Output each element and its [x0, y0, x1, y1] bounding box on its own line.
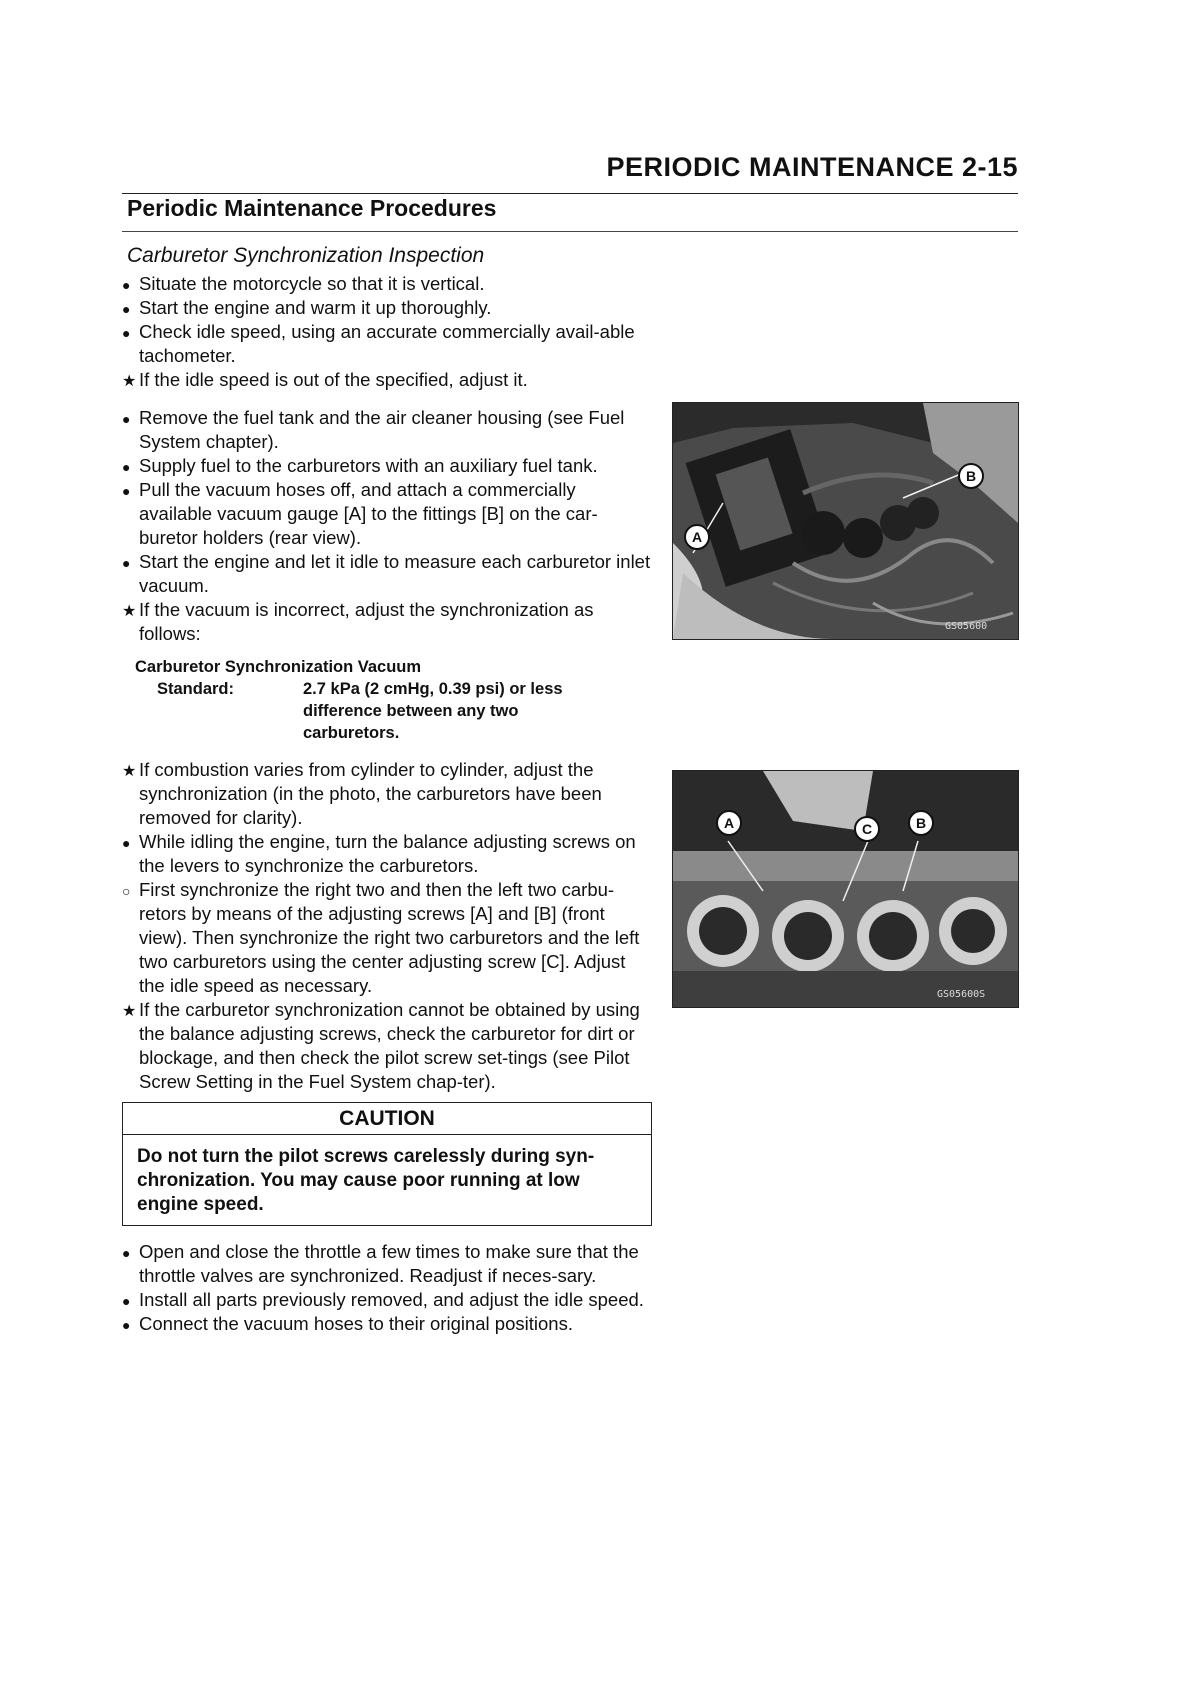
bullet-icon: [122, 454, 139, 479]
page-header: PERIODIC MAINTENANCE 2-15: [606, 152, 1018, 182]
bullet-icon: [122, 1240, 139, 1265]
carburetor-rear-view-photo: [672, 402, 1019, 640]
spec-value: 2.7 kPa (2 cmHg, 0.39 psi) or less difference between any two carburetors.: [303, 680, 563, 742]
bullet-icon: [122, 830, 139, 855]
list-item: ● Remove the fuel tank and the air cleaner housing (see Fuel System chapter).: [122, 406, 652, 454]
caution-text: Do not turn the pilot screws carelessly during syn-chronization. You may cause poor running at low engine speed.: [137, 1146, 595, 1215]
list-item: ● Pull the vacuum hoses off, and attach a commercially available vacuum gauge [A] to the fittings [B] on the car-buretor holders (rear view).: [122, 478, 652, 550]
list-item: ● Start the engine and warm it up thoroughly.: [122, 296, 652, 320]
steps-group-1: [122, 272, 652, 392]
list-item: ★ If the vacuum is incorrect, adjust the synchronization as follows:: [122, 598, 652, 646]
callout-a: A: [684, 524, 710, 550]
callout-a: A: [716, 810, 742, 836]
bullet-icon: [122, 550, 139, 575]
star-icon: [122, 368, 139, 394]
star-icon: [122, 998, 139, 1024]
left-column: [122, 244, 652, 1336]
subsection-title: Carburetor Synchronization Inspection: [127, 244, 485, 267]
spec-title: Carburetor Synchronization Vacuum: [135, 658, 422, 676]
list-item: ● Check idle speed, using an accurate commercially avail-able tachometer.: [122, 320, 652, 368]
section-title: Periodic Maintenance Procedures: [127, 195, 497, 221]
list-item: ● Situate the motorcycle so that it is vertical.: [122, 272, 652, 296]
callout-c: C: [854, 816, 880, 842]
carburetor-front-view-photo: [672, 770, 1019, 1008]
header-rule: [122, 193, 1018, 194]
list-item: ★ If the idle speed is out of the specified, adjust it.: [122, 368, 652, 392]
steps-group-3: [122, 758, 652, 1094]
spec-block: [135, 656, 652, 744]
bullet-icon: [122, 1312, 139, 1337]
list-item: ★ If the carburetor synchronization cannot be obtained by using the balance adjusting screws, check the carburetor for dirt or blockage, and then check the pilot screw set-tings (see Pilot Screw Setting in the Fuel System chap-ter).: [122, 998, 652, 1094]
photo-code: GS05600S: [937, 989, 986, 1000]
list-item: ● Connect the vacuum hoses to their original positions.: [122, 1312, 652, 1336]
photo-illustration: [673, 771, 1018, 1007]
list-item: ● Install all parts previously removed, and adjust the idle speed.: [122, 1288, 652, 1312]
photo-code: GS05600: [945, 621, 988, 632]
star-icon: [122, 598, 139, 624]
caution-title: CAUTION: [123, 1103, 651, 1135]
list-item: ○ First synchronize the right two and then the left two carbu-retors by means of the adjusting screws [A] and [B] (front view). Then synchronize the right two carburetors and the left two carburetors using the center adjusting screw [C]. Adjust the idle speed as necessary.: [122, 878, 652, 998]
bullet-icon: [122, 478, 139, 503]
bullet-icon: [122, 406, 139, 431]
bullet-icon: [122, 1288, 139, 1313]
caution-box: [122, 1102, 652, 1226]
bullet-icon: [122, 272, 139, 297]
photo-illustration: [673, 403, 1018, 639]
bullet-icon: [122, 320, 139, 345]
list-item: ★ If combustion varies from cylinder to cylinder, adjust the synchronization (in the photo, the carburetors have been removed for clarity).: [122, 758, 652, 830]
list-item: ● Start the engine and let it idle to measure each carburetor inlet vacuum.: [122, 550, 652, 598]
steps-group-4: [122, 1240, 652, 1336]
section-rule: [122, 231, 1018, 232]
list-item: ● Supply fuel to the carburetors with an auxiliary fuel tank.: [122, 454, 652, 478]
spec-label: Standard:: [157, 680, 235, 698]
list-item: ● While idling the engine, turn the balance adjusting screws on the levers to synchronize the carburetors.: [122, 830, 652, 878]
callout-b: B: [908, 810, 934, 836]
list-item: ● Open and close the throttle a few times to make sure that the throttle valves are synchronized. Readjust if neces-sary.: [122, 1240, 652, 1288]
star-icon: [122, 758, 139, 784]
callout-b: B: [958, 463, 984, 489]
bullet-icon: [122, 296, 139, 321]
steps-group-2: [122, 406, 652, 646]
open-circle-icon: [122, 878, 139, 903]
